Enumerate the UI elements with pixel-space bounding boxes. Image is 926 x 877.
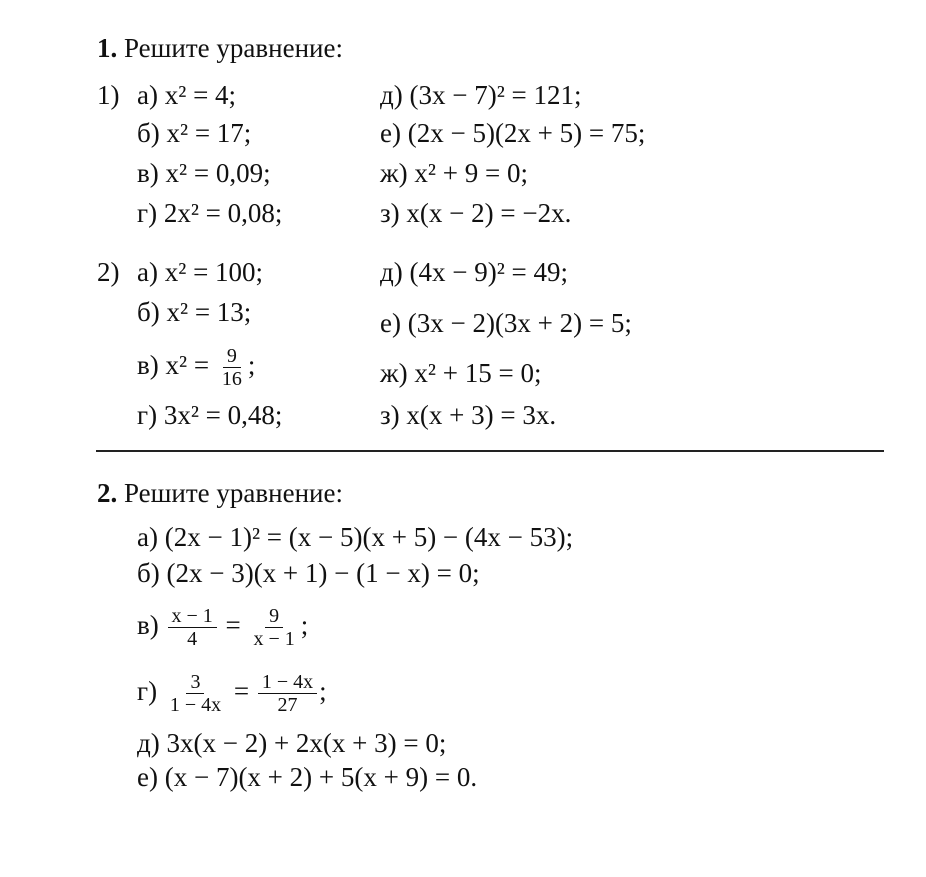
equation: x² + 15 = 0; <box>414 358 542 388</box>
g2-right-item-z <box>380 400 556 430</box>
equation-lhs: x² = <box>165 350 210 380</box>
task2-item-d <box>137 664 327 718</box>
fraction-numerator: 3 <box>186 671 204 694</box>
group-2-label: 2) <box>97 257 120 287</box>
fraction-numerator: 9 <box>223 345 241 368</box>
equation: x(x − 2) = −2x. <box>406 198 572 228</box>
equation: (3x − 2)(3x + 2) = 5; <box>407 308 632 338</box>
task2-item-f <box>137 762 477 792</box>
equation: (2x − 1)² = (x − 5)(x + 5) − (4x − 53); <box>164 522 574 552</box>
item-label: б) <box>137 297 160 327</box>
g1-left-item-d <box>137 198 282 228</box>
g2-left-item-b <box>137 297 251 327</box>
item-label: е) <box>380 308 401 338</box>
fraction-numerator: x − 1 <box>168 605 217 628</box>
equation: (2x − 5)(2x + 5) = 75; <box>407 118 646 148</box>
item-label: з) <box>380 400 400 430</box>
task2-item-c <box>137 598 308 652</box>
item-label: ж) <box>380 158 408 188</box>
equation: x² = 13; <box>166 297 252 327</box>
item-label: з) <box>380 198 400 228</box>
item-label: в) <box>137 350 159 380</box>
fraction-denominator: 4 <box>187 628 198 651</box>
task-2-title: Решите уравнение: <box>124 478 343 508</box>
g1-left-item-b <box>137 118 251 148</box>
equation: x² = 17; <box>166 118 252 148</box>
item-label: г) <box>137 400 158 430</box>
equation: 3x(x − 2) + 2x(x + 3) = 0; <box>166 728 447 758</box>
g2-right-item-e <box>380 308 632 338</box>
task2-item-b <box>137 558 480 588</box>
group-1-label: 1) <box>97 80 120 110</box>
equation: (3x − 7)² = 121; <box>409 80 582 110</box>
task-1-title: Решите уравнение: <box>124 33 343 63</box>
equals-sign: = <box>225 610 241 640</box>
fraction <box>218 345 246 390</box>
item-label: в) <box>137 158 159 188</box>
fraction-denominator: 1 − 4x <box>169 694 222 717</box>
equation: (2x − 3)(x + 1) − (1 − x) = 0; <box>166 558 480 588</box>
fraction-left <box>168 605 217 650</box>
fraction-left <box>166 671 225 716</box>
item-label: а) <box>137 80 158 110</box>
item-label: ж) <box>380 358 408 388</box>
equation: x² = 100; <box>164 257 264 287</box>
fraction-denominator: 27 <box>277 694 298 717</box>
equation: 2x² = 0,08; <box>163 198 283 228</box>
g1-left-item-c <box>137 158 271 188</box>
fraction-denominator: x − 1 <box>253 628 295 651</box>
task-2-number: 2. <box>97 478 118 508</box>
fraction-numerator: 1 − 4x <box>258 671 317 694</box>
item-label: в) <box>137 610 159 640</box>
item-label: е) <box>137 762 158 792</box>
equation-end: ; <box>300 610 309 640</box>
g2-left-item-c <box>137 340 255 390</box>
item-label: г) <box>137 198 158 228</box>
item-label: д) <box>380 257 403 287</box>
task2-item-a <box>137 522 573 552</box>
fraction-numerator: 9 <box>265 605 283 628</box>
g2-left-item-a <box>137 257 263 287</box>
equation: x² + 9 = 0; <box>414 158 528 188</box>
equals-sign: = <box>233 676 250 706</box>
section-divider <box>96 450 884 452</box>
g1-right-item-zh <box>380 158 528 188</box>
item-label: а) <box>137 522 158 552</box>
equation: x² = 4; <box>164 80 237 110</box>
fraction-right <box>258 671 317 716</box>
equation-end: ; <box>247 350 256 380</box>
equation: x² = 0,09; <box>165 158 271 188</box>
g2-right-item-d <box>380 257 568 287</box>
task-2-heading <box>97 478 343 508</box>
task-1-heading <box>97 33 343 63</box>
equation: x(x + 3) = 3x. <box>406 400 557 430</box>
g1-right-item-e <box>380 118 645 148</box>
item-label: б) <box>137 118 160 148</box>
item-label: б) <box>137 558 160 588</box>
task2-item-e <box>137 728 446 758</box>
g2-right-item-zh <box>380 358 541 388</box>
g2-left-item-d <box>137 400 282 430</box>
equation: (4x − 9)² = 49; <box>409 257 569 287</box>
item-label: а) <box>137 257 158 287</box>
fraction-right <box>250 605 299 650</box>
equation: 3x² = 0,48; <box>163 400 283 430</box>
equation-end: ; <box>319 676 327 706</box>
task-1-number: 1. <box>97 33 118 63</box>
g1-left-item-a <box>137 80 236 110</box>
item-label: г) <box>137 676 158 706</box>
g1-right-item-d <box>380 80 582 110</box>
g1-right-item-z <box>380 198 571 228</box>
equation: (x − 7)(x + 2) + 5(x + 9) = 0. <box>164 762 478 792</box>
item-label: е) <box>380 118 401 148</box>
item-label: д) <box>380 80 403 110</box>
item-label: д) <box>137 728 160 758</box>
fraction-denominator: 16 <box>221 368 242 391</box>
